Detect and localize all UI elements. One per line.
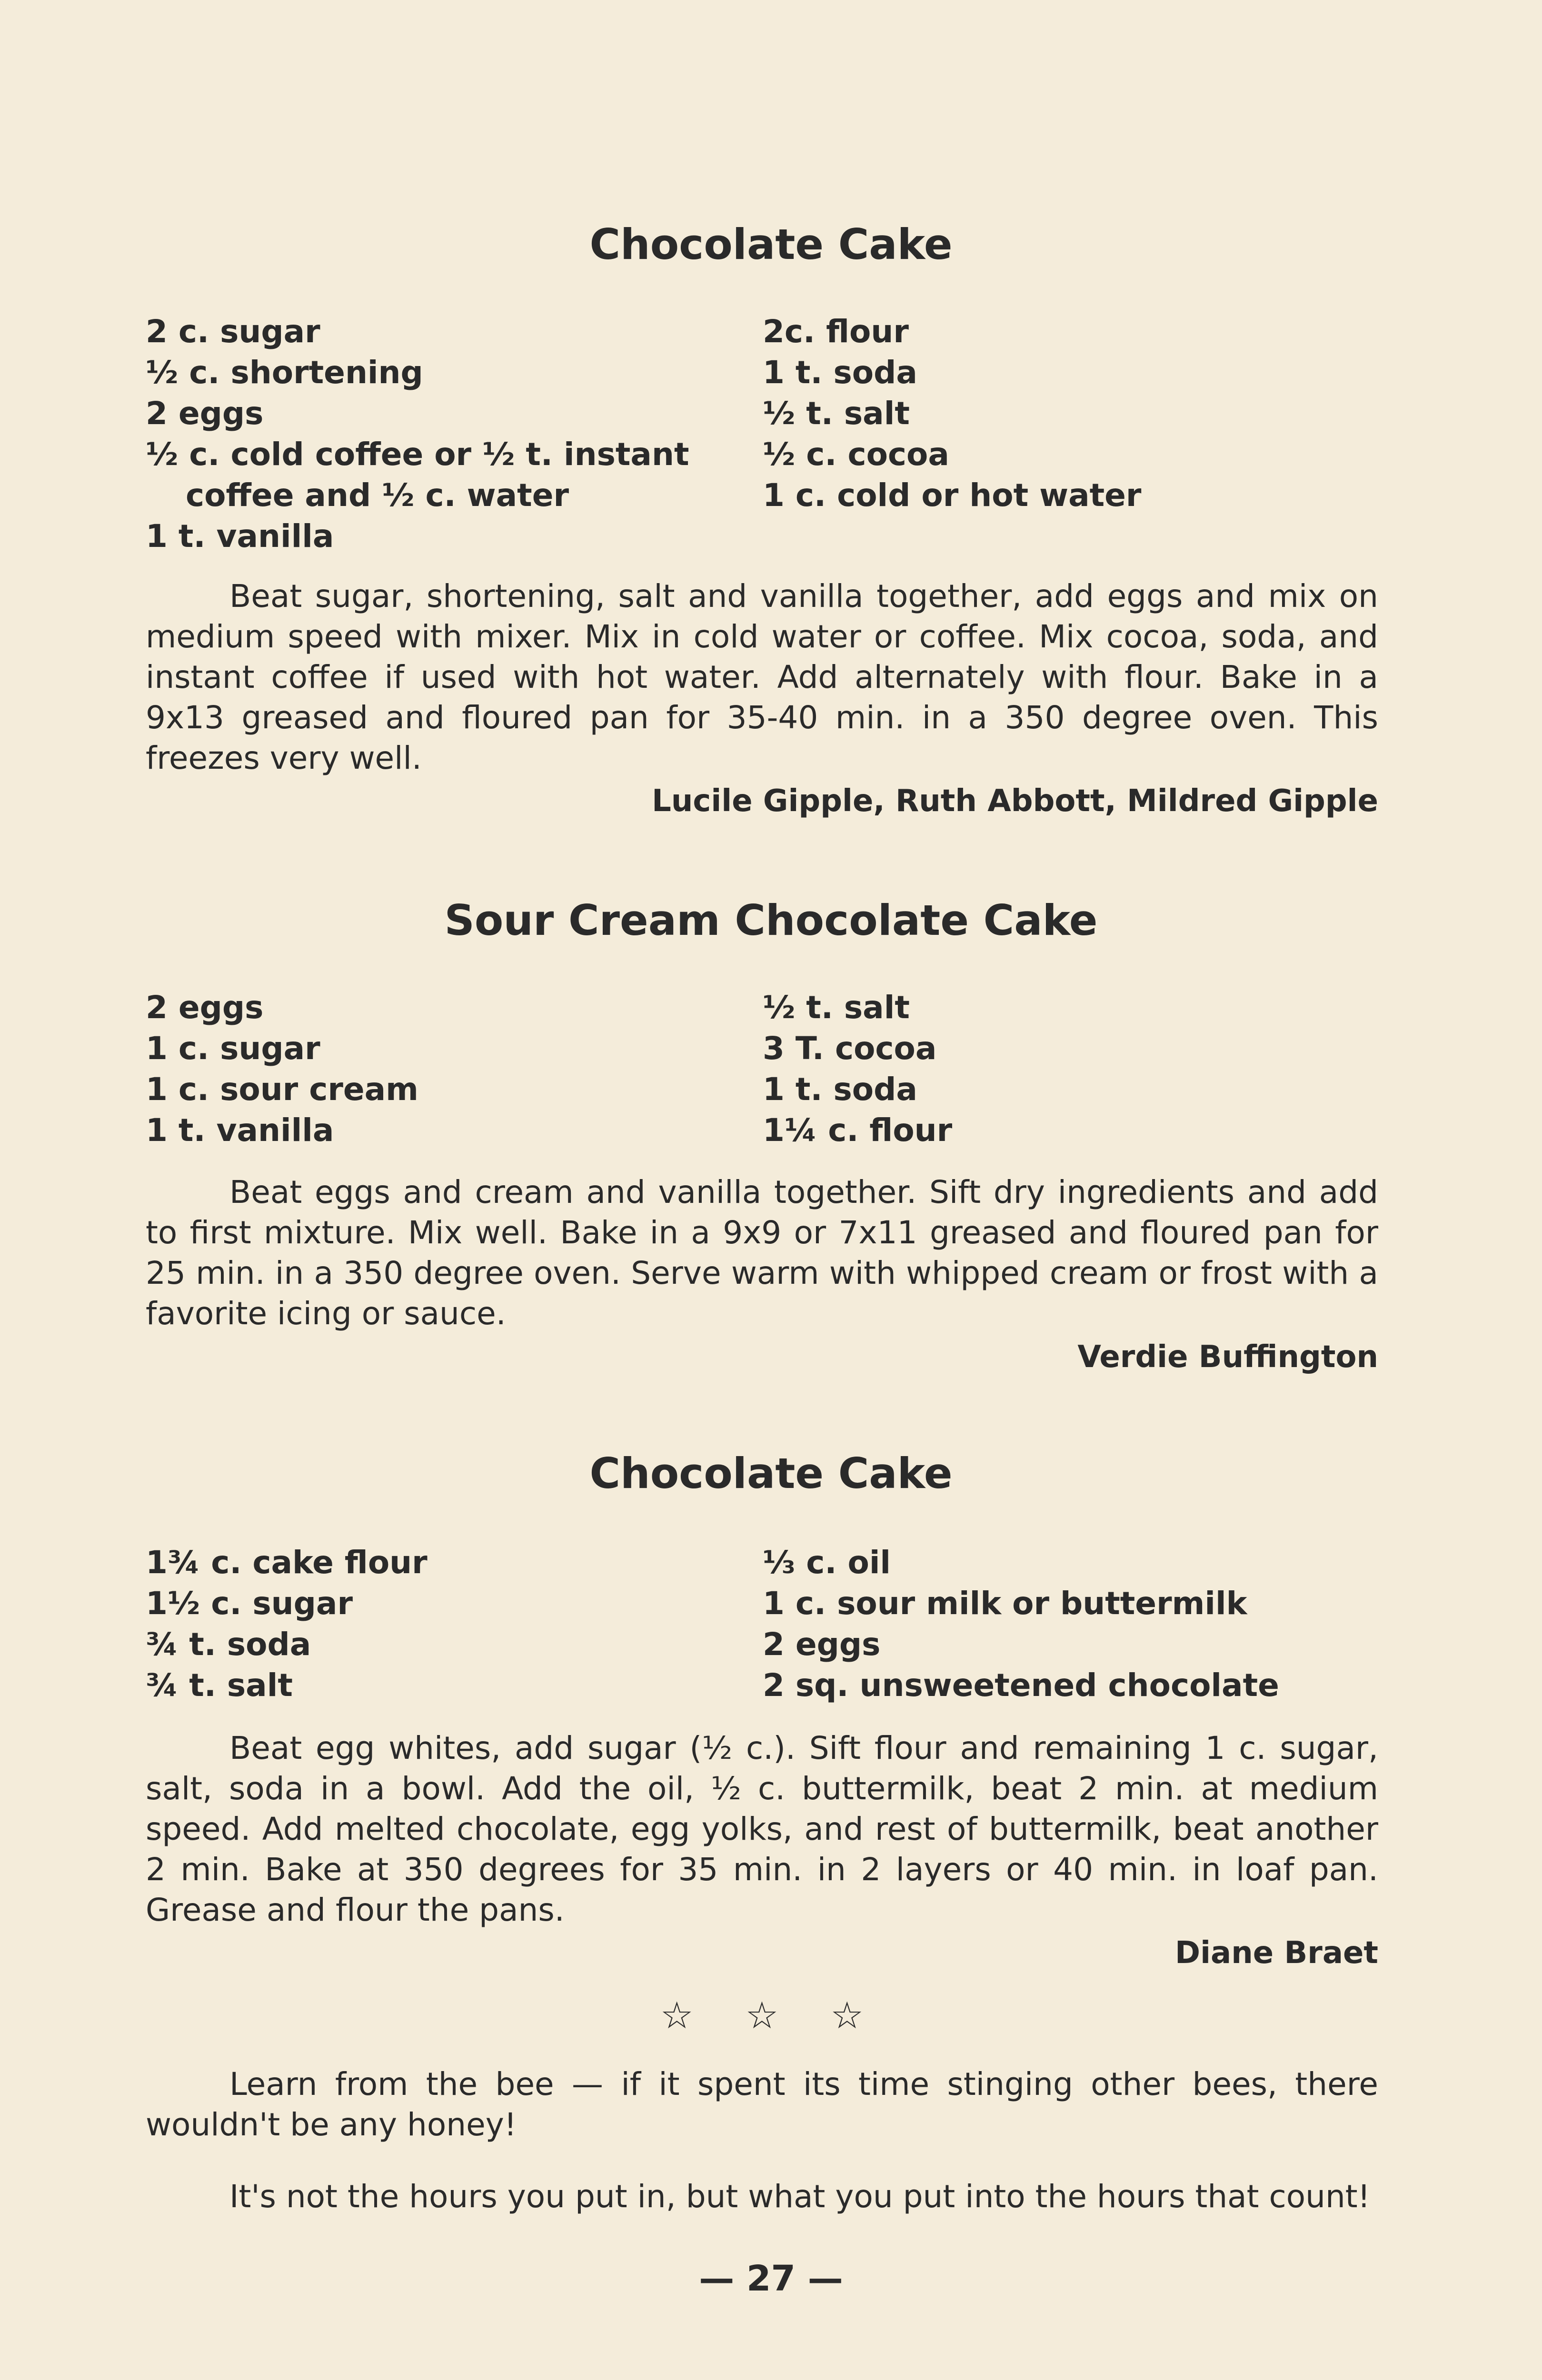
ingredient: 1 c. sugar [146, 1030, 320, 1067]
ingredient: 1 t. vanilla [146, 1112, 334, 1149]
ingredient: 1¾ c. cake flour [146, 1544, 428, 1581]
ingredients-left-column [146, 1542, 765, 1706]
ingredient: 1 c. cold or hot water [763, 477, 1142, 514]
ingredient: 2 sq. unsweetened chocolate [763, 1667, 1279, 1704]
ingredient: 2 c. sugar [146, 313, 320, 350]
star-icon: ☆ [745, 1994, 779, 2037]
recipe-directions: Beat egg whites, add sugar (½ c.). Sift flour and remaining 1 c. sugar, salt, soda in a bowl. Add the oil, ½ c. buttermilk, beat 2 min. at medium speed. Add melted chocolate, egg yolks, and rest of buttermilk, beat another 2 min. Bake at 350 degrees for 35 min. in 2 layers or 40 min. in loaf pan. Grease and flour the pans. [146, 1730, 1378, 1928]
ingredient: ¾ t. soda [146, 1626, 311, 1663]
ingredient-list [146, 987, 1378, 1154]
star-divider [146, 1994, 1378, 2037]
ingredient: 1½ c. sugar [146, 1585, 353, 1622]
ingredient: 2 eggs [146, 989, 264, 1026]
ingredient: 2 eggs [146, 395, 264, 432]
ingredients-right-column [763, 1542, 1382, 1706]
recipe-contributor: Diane Braet [1174, 1935, 1378, 1971]
page-number: — 27 — [699, 2258, 843, 2299]
ingredient: 1 c. sour cream [146, 1071, 418, 1108]
ingredient: 2 eggs [763, 1626, 881, 1663]
ingredient-list [146, 1542, 1378, 1709]
ingredient-list [146, 311, 1378, 559]
recipe-directions: Beat sugar, shortening, salt and vanilla together, add eggs and mix on medium speed with mixer. Mix in cold water or coffee. Mix cocoa, soda, and instant coffee if used with hot water. Add alternately with flour. Bake in a 9x13 greased and floured pan for 35-40 min. in a 350 degree oven. This freezes very well. [146, 578, 1378, 776]
recipe-title: Chocolate Cake [589, 1449, 953, 1498]
star-icon: ☆ [660, 1994, 694, 2037]
ingredient: 2c. flour [763, 313, 909, 350]
ingredient: ½ t. salt [763, 395, 910, 432]
saying: It's not the hours you put in, but what you put into the hours that count! [229, 2178, 1371, 2215]
saying: Learn from the bee — if it spent its time stinging other bees, there wouldn't be any honey! [146, 2066, 1378, 2143]
ingredient: ½ c. cocoa [763, 436, 949, 473]
recipe-contributor: Lucile Gipple, Ruth Abbott, Mildred Gipple [652, 783, 1378, 819]
star-icon: ☆ [830, 1994, 864, 2037]
recipe-title: Sour Cream Chocolate Cake [444, 896, 1098, 945]
ingredients-right-column [763, 311, 1382, 516]
ingredient: ½ c. shortening [146, 354, 423, 391]
ingredient: ¾ t. salt [146, 1667, 293, 1704]
recipe-contributor: Verdie Buffington [1077, 1339, 1378, 1375]
ingredient: ⅓ c. oil [763, 1544, 891, 1581]
ingredient: 3 T. cocoa [763, 1030, 937, 1067]
recipe-title: Chocolate Cake [589, 220, 953, 269]
ingredient: ½ c. cold coffee or ½ t. instant [146, 436, 689, 473]
ingredient-continuation: coffee and ½ c. water [186, 477, 569, 514]
ingredient: 1 t. vanilla [146, 518, 334, 555]
ingredients-right-column [763, 987, 1382, 1151]
recipe-directions: Beat eggs and cream and vanilla together. Sift dry ingredients and add to first mixture. Mix well. Bake in a 9x9 or 7x11 greased and floured pan for 25 min. in a 350 degree oven. Serve warm with whipped cream or frost with a favorite icing or sauce. [146, 1174, 1378, 1332]
ingredient: 1 t. soda [763, 1071, 917, 1108]
ingredient: 1 c. sour milk or buttermilk [763, 1585, 1247, 1622]
ingredient: 1 t. soda [763, 354, 917, 391]
ingredient: ½ t. salt [763, 989, 910, 1026]
ingredient: 1¼ c. flour [763, 1112, 953, 1149]
ingredients-left-column [146, 987, 765, 1151]
ingredients-left-column [146, 311, 765, 557]
